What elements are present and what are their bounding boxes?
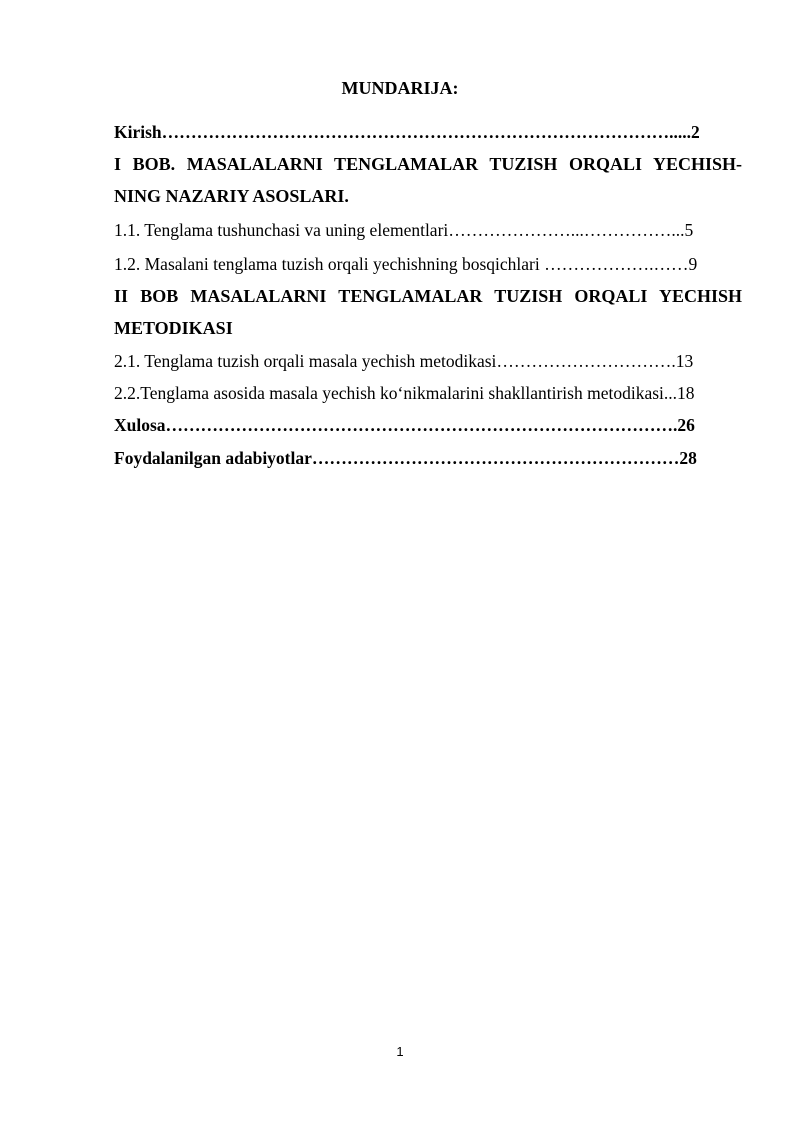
toc-entry-xulosa: Xulosa…………………………………………………………………………….26	[114, 415, 695, 435]
toc-entry-2-1: 2.1. Tenglama tuzish orqali masala yechish metodikasi………………………….13	[114, 351, 694, 371]
toc-entry-kirish: Kirish…………………………………………………………………………….....2	[114, 122, 700, 142]
toc-chapter-2-title-line2: METODIKASI	[114, 318, 233, 338]
toc-entry-1-2: 1.2. Masalani tenglama tuzish orqali yechishning bosqichlari ……………….……9	[114, 254, 698, 274]
toc-chapter-1-title-line2: NING NAZARIY ASOSLARI.	[114, 186, 349, 206]
toc-chapter-2-title-line1: II BOB MASALALARNI TENGLAMALAR TUZISH ORQALI YECHISH	[114, 286, 742, 306]
page-title: MUNDARIJA:	[341, 78, 459, 98]
page-number: 1	[396, 1044, 404, 1059]
toc-entry-2-2: 2.2.Tenglama asosida masala yechish ko‘nikmalarini shakllantirish metodikasi...18	[114, 383, 695, 403]
toc-entry-1-1: 1.1. Tenglama tushunchasi va uning elementlari…………………...……………...5	[114, 220, 694, 240]
toc-chapter-1-title-line1: I BOB. MASALALARNI TENGLAMALAR TUZISH ORQALI YECHISH-	[114, 154, 742, 174]
toc-entry-adabiyotlar: Foydalanilgan adabiyotlar………………………………………………………28	[114, 448, 697, 468]
